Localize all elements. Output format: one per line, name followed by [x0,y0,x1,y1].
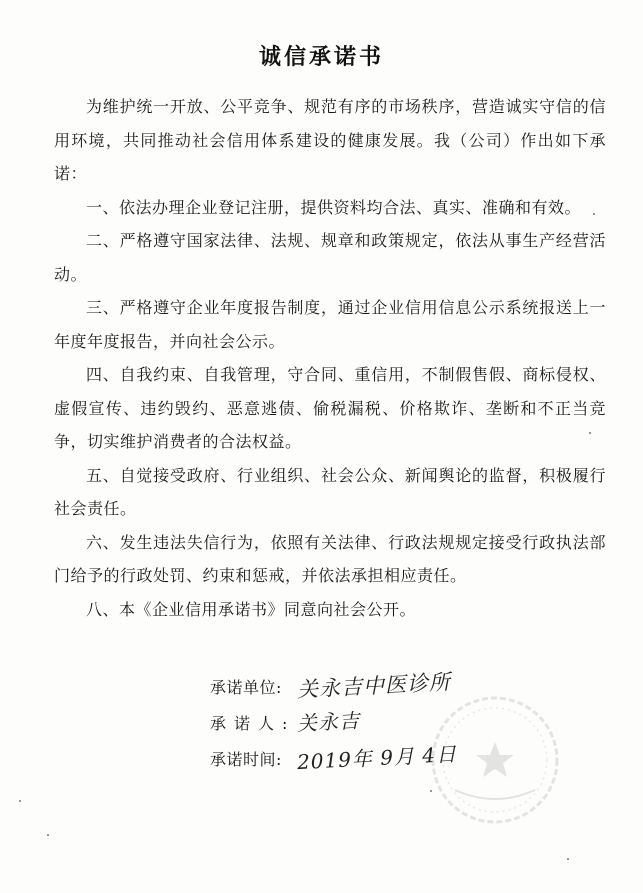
signature-block [210,668,457,776]
date-label: 承诺时间: [210,750,282,769]
scan-speck [47,834,49,836]
scan-speck [19,800,21,802]
document-body [54,90,606,626]
pledge-item-3: 三、严格遵守企业年度报告制度，通过企业信用信息公示系统报送上一年度年度报告，并向社会公示。 [54,298,606,351]
scan-speck [593,213,595,215]
pledge-item-1: 一、依法办理企业登记注册，提供资料均合法、真实、准确和有效。 [86,197,582,217]
unit-label: 承诺单位: [210,678,282,697]
unit-handwriting: 关永吉中医诊所 [296,669,452,703]
pledge-item-8: 八、本《企业信用承诺书》同意向社会公开。 [86,599,417,619]
signature-date-row [210,740,457,776]
person-handwriting: 关永吉 [296,708,361,736]
pledge-item-5: 五、自觉接受政府、行业组织、社会公众、新闻舆论的监督，积极履行社会责任。 [54,465,606,518]
scan-speck [567,858,569,860]
person-label: 承诺人: [210,714,296,733]
intro-paragraph: 为维护统一开放、公平竞争、规范有序的市场秩序，营造诚实守信的信用环境，共同推动社会信用体系建设的健康发展。我（公司）作出如下承诺： [54,97,606,183]
pledge-item-2: 二、严格遵守国家法律、法规、规章和政策规定，依法从事生产经营活动。 [54,231,606,284]
signature-person-row [210,704,457,740]
pledge-item-4: 四、自我约束、自我管理，守合同、重信用，不制假售假、商标侵权、虚假宣传、违约毁约、恶意逃债、偷税漏税、价格欺诈、垄断和不正当竞争，切实维护消费者的合法权益。 [54,365,606,451]
pledge-item-6: 六、发生违法失信行为，依照有关法律、行政法规规定接受行政执法部门给予的行政处罚、约束和惩戒，并依法承担相应责任。 [54,532,606,585]
faded-seal-stamp [425,690,565,830]
document-title: 诚信承诺书 [258,45,384,70]
signature-unit-row [210,668,457,704]
date-handwriting: 2019年 9月 4日 [296,741,458,775]
scan-speck [589,432,591,434]
scan-speck [430,790,432,792]
